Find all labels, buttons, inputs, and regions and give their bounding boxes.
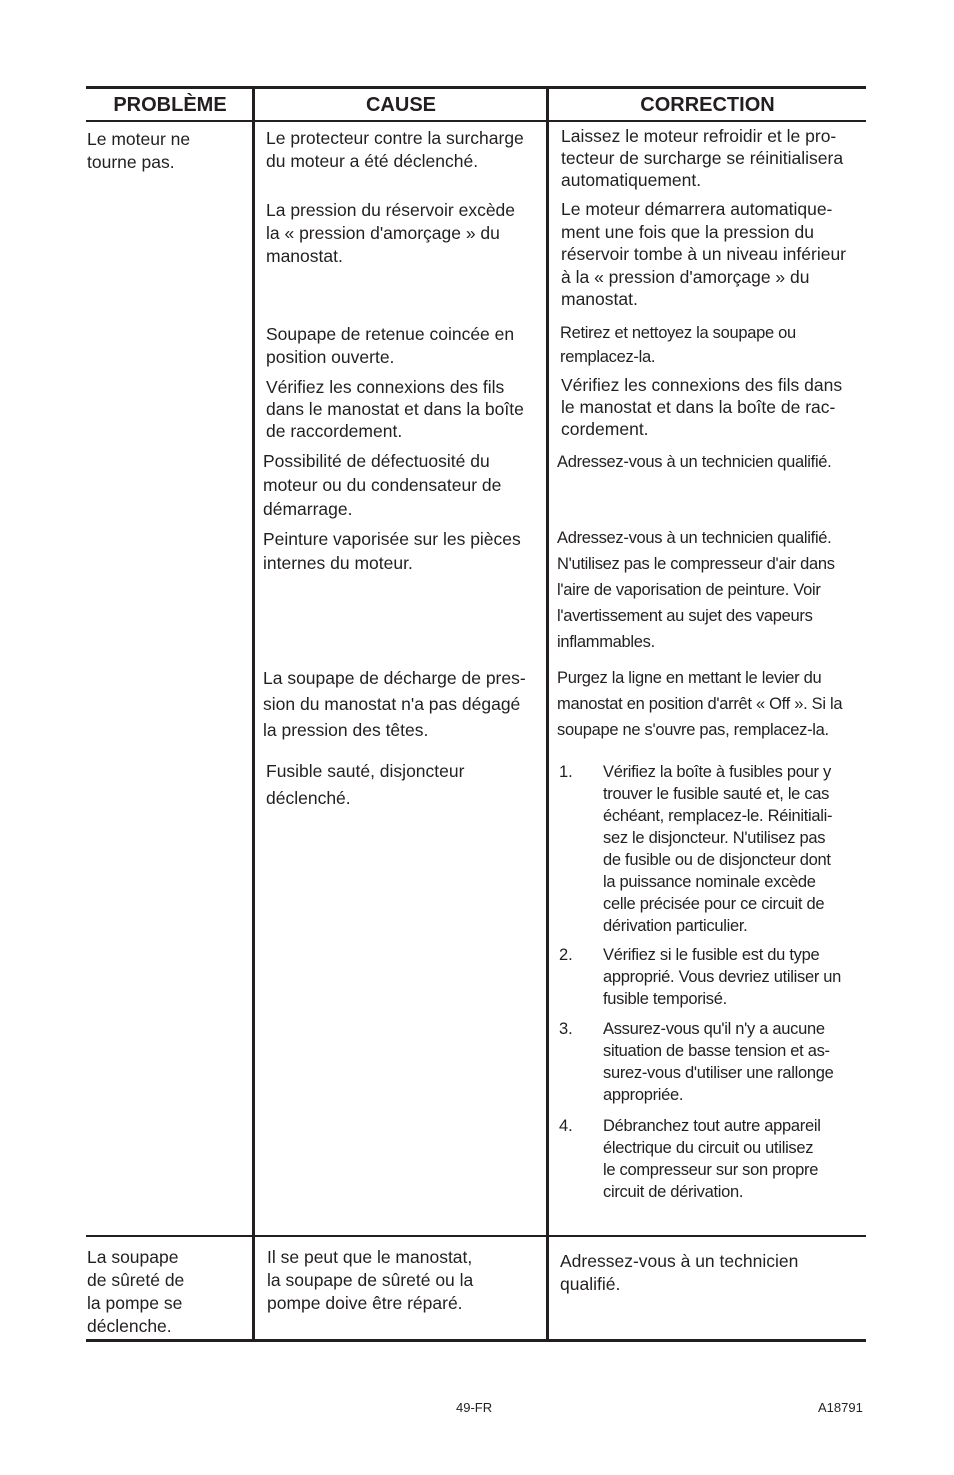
cause-line: Vérifiez les connexions des fils (266, 377, 505, 397)
row2-cause-line: la soupape de sûreté ou la (267, 1270, 474, 1290)
row2-cause (267, 1246, 473, 1315)
correction-3 (560, 321, 796, 369)
cause-5 (263, 449, 501, 521)
correction-line: à la « pression d'amorçage » du (561, 266, 810, 287)
correction-1 (561, 125, 843, 191)
cause-7 (263, 665, 526, 743)
list-number: 1. (559, 763, 573, 781)
list-item-line: circuit de dérivation. (603, 1183, 744, 1201)
cause-line: Soupape de retenue coincée en (266, 324, 515, 344)
list-item-line: situation de basse tension et as- (603, 1042, 830, 1060)
cause-line: Le protecteur contre la surcharge (266, 128, 524, 148)
correction-line: remplacez-la. (560, 348, 656, 366)
list-item-line: appropriée. (603, 1086, 684, 1104)
list-number: 4. (559, 1117, 573, 1135)
row2-problem-line: la pompe se (87, 1293, 183, 1313)
table-top-rule (86, 86, 866, 89)
cause-line: La soupape de décharge de pres- (263, 668, 526, 688)
cause-line: moteur ou du condensateur de (263, 475, 502, 495)
correction-line: Adressez-vous à un technicien qualifié. (557, 529, 832, 547)
row2-problem-line: déclenche. (87, 1316, 172, 1336)
page-number: 49-FR (456, 1400, 493, 1415)
correction-line: Vérifiez les connexions des fils dans (561, 375, 843, 395)
correction-line: Retirez et nettoyez la soupape ou (560, 324, 796, 342)
list-item-line: Débranchez tout autre appareil (603, 1117, 821, 1135)
list-item-line: échéant, remplacez-le. Réinitiali- (603, 807, 833, 825)
list-item-line: approprié. Vous devriez utiliser un (603, 968, 842, 986)
correction-line: Purgez la ligne en mettant le levier du (557, 669, 822, 687)
row-divider (86, 1235, 866, 1237)
correction-line: automatiquement. (561, 170, 702, 190)
correction-4 (561, 374, 842, 440)
list-item-line: Vérifiez si le fusible est du type (603, 946, 820, 964)
row2-cause-line: pompe doive être réparé. (267, 1293, 463, 1313)
cause-line: internes du moteur. (263, 553, 413, 573)
cause-line: Peinture vaporisée sur les pièces (263, 529, 521, 549)
row2-problem-line: La soupape (87, 1247, 179, 1267)
correction-line: réservoir tombe à un niveau inférieur (561, 244, 847, 264)
list-item-line: de fusible ou de disjoncteur dont (603, 851, 831, 869)
cause-2 (266, 199, 515, 268)
list-item-line: électrique du circuit ou utilisez (603, 1139, 814, 1157)
row2-problem-line: de sûreté de (87, 1270, 185, 1290)
header-correction: CORRECTION (640, 94, 775, 116)
correction-2 (561, 198, 846, 311)
table-bottom-rule (86, 1339, 866, 1342)
list-item-line: surez-vous d'utiliser une rallonge (603, 1064, 834, 1082)
correction-line: manostat en position d'arrêt « Off ». Si la (557, 695, 843, 713)
list-item-line: Vérifiez la boîte à fusibles pour y (603, 763, 831, 781)
cause-line: Fusible sauté, disjoncteur (266, 761, 465, 781)
correction-7 (557, 665, 842, 743)
row2-cause-line: Il se peut que le manostat, (267, 1247, 473, 1267)
correction-line: l'avertissement au sujet des vapeurs (557, 607, 813, 625)
correction-5 (557, 449, 831, 475)
row2-problem (87, 1246, 184, 1338)
cause-3 (266, 323, 514, 369)
correction-line: N'utilisez pas le compresseur d'air dans (557, 555, 835, 573)
row1-problem (87, 128, 190, 174)
row2-correction-line: Adressez-vous à un technicien (560, 1251, 799, 1271)
list-number: 3. (559, 1020, 573, 1038)
list-item-line: fusible temporisé. (603, 990, 727, 1008)
list-item-4 (603, 1115, 821, 1203)
correction-line: cordement. (561, 419, 649, 439)
list-item-line: le compresseur sur son propre (603, 1161, 819, 1179)
correction-line: inflammables. (557, 633, 655, 651)
list-item-2 (603, 944, 841, 1010)
cause-line: sion du manostat n'a pas dégagé (263, 694, 521, 714)
list-item-line: Assurez-vous qu'il n'y a aucune (603, 1020, 825, 1038)
correction-line: le manostat et dans la boîte de rac- (561, 397, 836, 417)
list-item-line: sez le disjoncteur. N'utilisez pas (603, 829, 826, 847)
cause-line: manostat. (266, 246, 343, 266)
list-item-line: dérivation particulier. (603, 917, 748, 935)
list-item-line: celle précisée pour ce circuit de (603, 895, 825, 913)
cause-line: de raccordement. (266, 421, 403, 441)
cause-line: déclenché. (266, 788, 351, 808)
cause-line: dans le manostat et dans la boîte (266, 399, 524, 419)
cause-line: démarrage. (263, 499, 353, 519)
cause-line: la pression des têtes. (263, 720, 429, 740)
row2-correction-line: qualifié. (560, 1274, 621, 1294)
cause-line: la « pression d'amorçage » du (266, 223, 500, 243)
cause-6 (263, 527, 521, 575)
row1-problem-line: Le moteur ne (87, 129, 191, 149)
correction-line: tecteur de surcharge se réinitialisera (561, 148, 844, 168)
list-item-1 (603, 761, 832, 937)
correction-line: manostat. (561, 289, 638, 309)
column-divider-2 (546, 86, 549, 1342)
list-number: 2. (559, 946, 573, 964)
header-cause: CAUSE (365, 94, 436, 116)
correction-line: Adressez-vous à un technicien qualifié. (557, 453, 832, 471)
cause-line: Possibilité de défectuosité du (263, 451, 490, 471)
header-bottom-rule (86, 120, 866, 122)
list-item-line: trouver le fusible sauté et, le cas (603, 785, 830, 803)
row1-problem-line: tourne pas. (87, 152, 175, 172)
correction-line: Le moteur démarrera automatique- (561, 199, 833, 219)
cause-line: position ouverte. (266, 347, 395, 367)
cause-1 (266, 127, 524, 173)
list-item-line: la puissance nominale excède (603, 873, 816, 891)
row2-correction (560, 1250, 798, 1296)
cause-4 (266, 376, 524, 442)
correction-6 (557, 525, 835, 655)
column-divider-1 (252, 86, 255, 1342)
correction-line: l'aire de vaporisation de peinture. Voir (557, 581, 821, 599)
cause-8 (266, 758, 464, 812)
document-code: A18791 (818, 1400, 863, 1415)
header-problem: PROBLÈME (113, 94, 227, 116)
list-item-3 (603, 1018, 834, 1106)
cause-line: La pression du réservoir excède (266, 200, 516, 220)
cause-line: du moteur a été déclenché. (266, 151, 479, 171)
correction-line: ment une fois que la pression du (561, 221, 814, 242)
correction-line: soupape ne s'ouvre pas, remplacez-la. (557, 721, 829, 739)
correction-line: Laissez le moteur refroidir et le pro- (561, 126, 837, 146)
